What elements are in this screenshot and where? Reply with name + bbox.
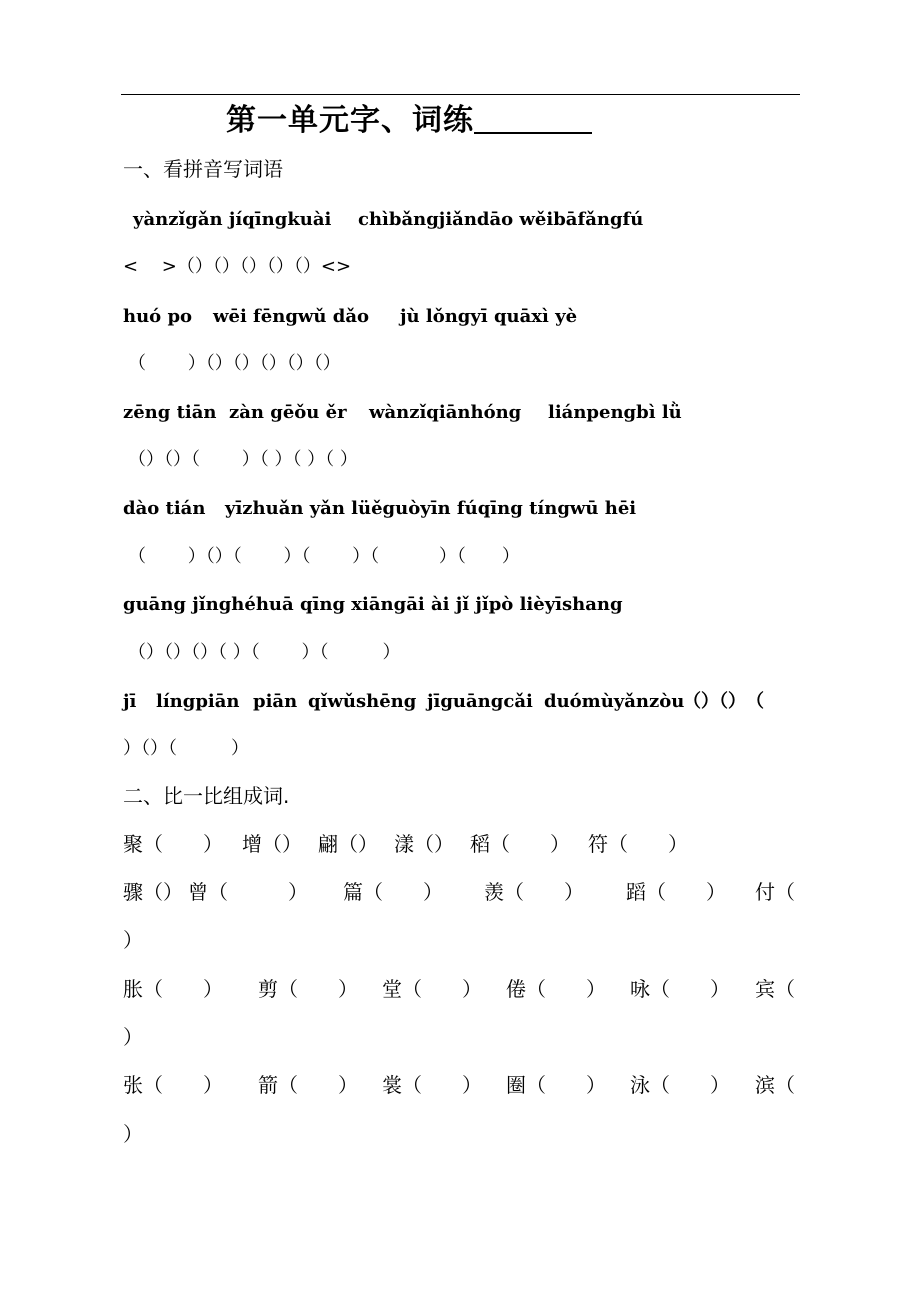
pinyin-word: qǐwǔshēng	[308, 691, 417, 712]
page-title	[226, 97, 592, 145]
answer-brackets-4: （ ）（）（ ）（ ）（ ）（ ）	[128, 546, 520, 567]
pinyin-word: yīzhuǎn yǎn lüěguòyīn fúqīng tíngwū hēi	[225, 498, 637, 519]
pinyin-row-4	[0, 489, 920, 529]
header-rule	[121, 94, 800, 95]
pinyin-row-2	[0, 297, 920, 337]
name-blank	[474, 102, 592, 134]
compare-row-2	[0, 872, 920, 912]
pinyin-word: liánpengbì lǜ	[548, 402, 682, 423]
answer-brackets-6b: ）（）（ ）	[123, 738, 249, 759]
answer-brackets-5: （）（）（）（ ）（ ）（ ）	[128, 642, 401, 663]
compare-continuation: ）	[123, 928, 143, 952]
pinyin-word: chìbǎngjiǎndāo wěibāfǎngfú	[358, 209, 644, 230]
answer-brackets-3: （）（）（ ）（ ）（ ）（ ）	[128, 449, 358, 470]
pinyin-word: jī	[123, 691, 137, 712]
compare-item: 漾（）	[394, 832, 454, 856]
compare-item: 倦（ ）	[506, 977, 606, 1001]
compare-item: 蹈（ ）	[626, 880, 726, 904]
compare-row-4	[0, 1065, 920, 1105]
answer-brackets-1: < >（）（）（）（）（）<>	[123, 256, 352, 277]
compare-item: 聚（ ）	[123, 832, 223, 856]
compare-continuation: ）	[123, 1025, 143, 1049]
compare-item: 堂（ ）	[382, 977, 482, 1001]
answer-brackets-2: （ ）（）（）（）（）（）	[128, 353, 341, 374]
compare-item: 篇（ ）	[343, 880, 443, 904]
compare-item: 剪（ ）	[258, 977, 358, 1001]
pinyin-word: huó po	[123, 306, 193, 327]
compare-item: 箭（ ）	[258, 1073, 358, 1097]
pinyin-word: jīguāngcǎi	[427, 691, 533, 712]
compare-item: 骤（）	[123, 880, 183, 904]
pinyin-word: wēi fēngwǔ dǎo	[213, 306, 370, 327]
pinyin-word: piān	[253, 691, 298, 712]
compare-item: 泳（ ）	[630, 1073, 730, 1097]
answer-brackets-6a: （）（） （	[683, 691, 764, 712]
section1-heading: 一、看拼音写词语	[123, 157, 283, 181]
compare-item: 滨（	[755, 1073, 795, 1097]
pinyin-word: wànzǐqiānhóng	[369, 402, 522, 423]
compare-item: 稻（ ）	[470, 832, 570, 856]
compare-item: 圈（ ）	[506, 1073, 606, 1097]
pinyin-word: zàn gēǒu ěr	[229, 402, 347, 423]
pinyin-word: yànzǐgǎn jíqīngkuài	[133, 209, 332, 230]
title-text: 第一单元字、词练	[226, 103, 474, 138]
pinyin-word: língpiān	[156, 691, 240, 712]
pinyin-word: jù lǒngyī quāxì yè	[400, 306, 578, 327]
pinyin-row-3	[0, 393, 920, 433]
section2-heading: 二、比一比组成词.	[123, 784, 290, 808]
compare-item: 增（）	[242, 832, 302, 856]
compare-item: 羡（ ）	[484, 880, 584, 904]
compare-item: 符（ ）	[588, 832, 688, 856]
compare-item: 翩（）	[318, 832, 378, 856]
pinyin-word: dào tián	[123, 498, 206, 519]
compare-row-1	[0, 824, 920, 864]
pinyin-row-6	[0, 682, 920, 722]
compare-item: 裳（ ）	[382, 1073, 482, 1097]
pinyin-word: guāng jǐnghéhuā qīng xiāngāi ài jǐ jǐpò lièyīshang	[123, 594, 623, 615]
compare-item: 张（ ）	[123, 1073, 223, 1097]
compare-item: 咏（ ）	[630, 977, 730, 1001]
pinyin-row-5	[123, 585, 623, 625]
compare-row-3	[0, 969, 920, 1009]
pinyin-word: zēng tiān	[123, 402, 217, 423]
compare-continuation: ）	[123, 1122, 143, 1146]
compare-item: 胀（ ）	[123, 977, 223, 1001]
compare-item: 曾（ ）	[188, 880, 308, 904]
compare-item: 付（	[755, 880, 795, 904]
compare-item: 宾（	[755, 977, 795, 1001]
pinyin-row-1	[0, 200, 920, 240]
pinyin-word: duómùyǎnzòu	[544, 691, 685, 712]
